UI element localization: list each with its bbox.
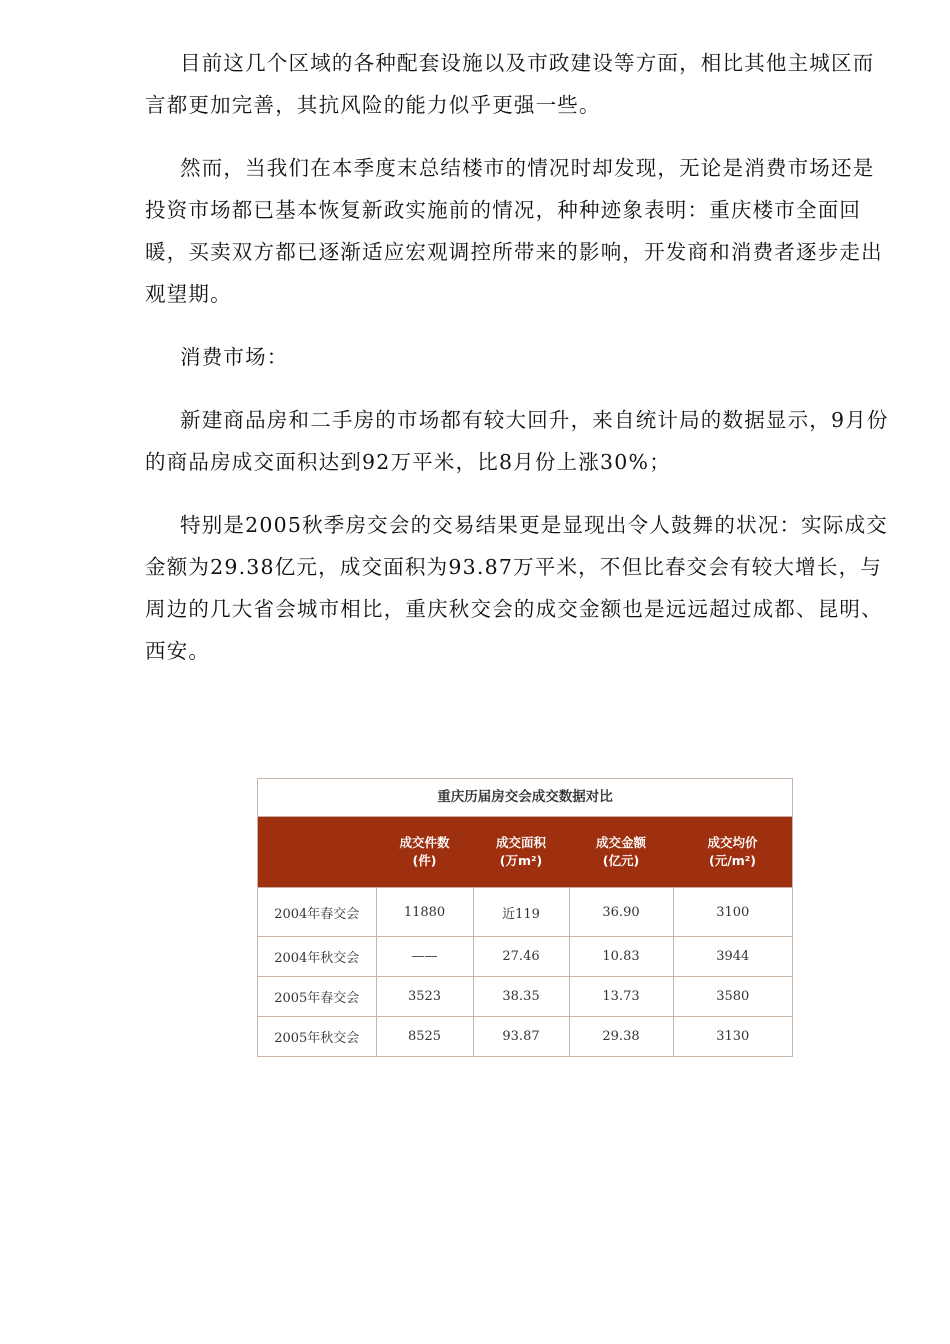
table-header-row — [258, 817, 792, 888]
cell-price: 3944 — [673, 937, 792, 977]
header-label: 成交件数 — [399, 835, 450, 850]
cell-price: 3580 — [673, 977, 792, 1017]
data-table — [257, 778, 793, 1057]
comparison-table — [258, 817, 792, 1056]
cell-count: 11880 — [376, 888, 473, 937]
cell-area: 93.87 — [473, 1017, 569, 1057]
table-row — [258, 977, 792, 1017]
paragraph: 然而，当我们在本季度末总结楼市的情况时却发现，无论是消费市场还是投资市场都已基本恢复新政实施前的情况，种种迹象表明：重庆楼市全面回暖，买卖双方都已逐渐适应宏观调控所带来的影响，开发商和消费者逐步走出观望期。 — [145, 156, 883, 306]
cell-event: 2005年春交会 — [258, 977, 376, 1017]
header-label: 成交金额 — [595, 835, 646, 850]
cell-amount: 36.90 — [569, 888, 673, 937]
table-title: 重庆历届房交会成交数据对比 — [258, 779, 792, 817]
cell-count: 8525 — [376, 1017, 473, 1057]
cell-price: 3130 — [673, 1017, 792, 1057]
header-unit: (亿元) — [602, 853, 640, 868]
table-row — [258, 937, 792, 977]
cell-event: 2005年秋交会 — [258, 1017, 376, 1057]
header-label: 成交面积 — [495, 835, 546, 850]
cell-count: 3523 — [376, 977, 473, 1017]
header-cell-price — [673, 817, 792, 888]
table-row — [258, 888, 792, 937]
table-row — [258, 1017, 792, 1057]
cell-amount: 29.38 — [569, 1017, 673, 1057]
paragraph: 消费市场： — [180, 345, 289, 369]
header-cell-area — [473, 817, 569, 888]
cell-amount: 13.73 — [569, 977, 673, 1017]
cell-event: 2004年春交会 — [258, 888, 376, 937]
paragraph: 特别是2005秋季房交会的交易结果更是显现出令人鼓舞的状况：实际成交金额为29.38亿元，成交面积为93.87万平米，不但比春交会有较大增长，与周边的几大省会城市相比，重庆秋交会的成交金额也是远远超过成都、昆明、西安。 — [145, 513, 888, 663]
header-unit: (元/m²) — [709, 853, 756, 868]
cell-area: 27.46 — [473, 937, 569, 977]
body-text — [145, 42, 890, 693]
header-cell-amount — [569, 817, 673, 888]
header-label: 成交均价 — [707, 835, 758, 850]
header-unit: (件) — [412, 853, 437, 868]
header-unit: (万m²) — [499, 853, 543, 868]
cell-amount: 10.83 — [569, 937, 673, 977]
cell-price: 3100 — [673, 888, 792, 937]
cell-area: 38.35 — [473, 977, 569, 1017]
paragraph: 目前这几个区域的各种配套设施以及市政建设等方面，相比其他主城区而言都更加完善，其抗风险的能力似乎更强一些。 — [145, 51, 875, 117]
cell-area: 近119 — [473, 888, 569, 937]
cell-count: —— — [376, 937, 473, 977]
header-cell-count — [376, 817, 473, 888]
paragraph: 新建商品房和二手房的市场都有较大回升，来自统计局的数据显示，9月份的商品房成交面积达到92万平米，比8月份上涨30%； — [145, 408, 889, 474]
cell-event: 2004年秋交会 — [258, 937, 376, 977]
header-cell-empty — [258, 817, 376, 888]
